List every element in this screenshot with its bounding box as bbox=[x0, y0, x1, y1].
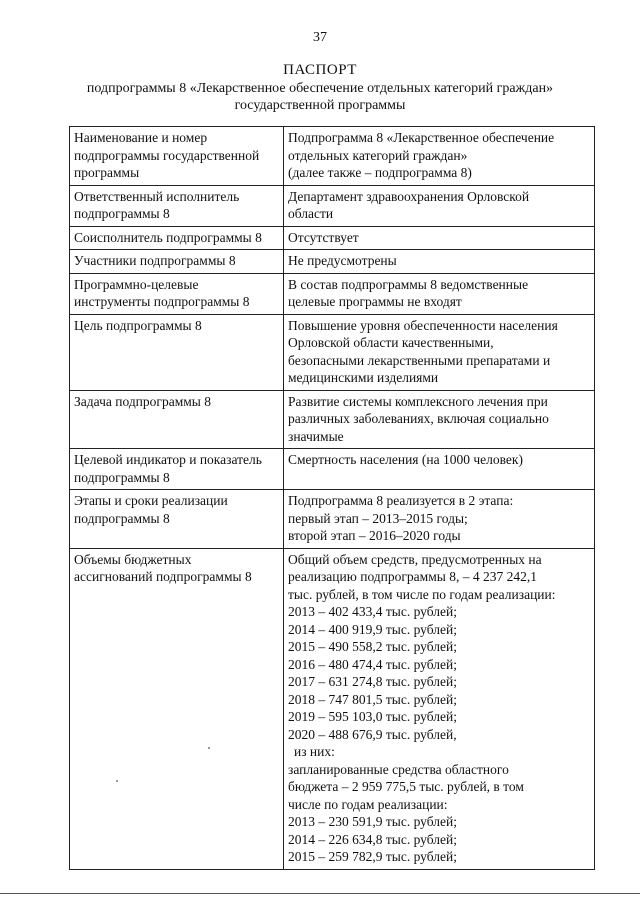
row-value-line: второй этап – 2016–2020 годы bbox=[288, 528, 461, 543]
row-value-line: Общий объем средств, предусмотренных на bbox=[288, 551, 542, 567]
row-value-line: отдельных категорий граждан» bbox=[288, 147, 468, 163]
row-label-line: подпрограммы 8 bbox=[74, 510, 170, 526]
row-label-cell bbox=[70, 390, 284, 449]
passport-row bbox=[70, 226, 595, 250]
passport-row bbox=[70, 185, 595, 226]
scan-artifact-dot bbox=[208, 747, 210, 749]
row-label-line: Задача подпрограммы 8 bbox=[74, 393, 211, 409]
row-value-line: первый этап – 2013–2015 годы; bbox=[288, 510, 468, 526]
row-value-line: из них: bbox=[294, 744, 335, 759]
row-value-line: области bbox=[288, 206, 334, 221]
row-value-line: 2014 – 400 919,9 тыс. рублей; bbox=[288, 621, 457, 637]
row-value-line: тыс. рублей, в том числе по годам реализации: bbox=[288, 586, 556, 602]
row-value-line: 2019 – 595 103,0 тыс. рублей; bbox=[288, 709, 457, 724]
row-value-line: Развитие системы комплексного лечения при bbox=[288, 393, 548, 409]
row-value-cell bbox=[284, 127, 595, 186]
document-subtitle bbox=[60, 80, 580, 114]
row-value-cell bbox=[284, 390, 595, 449]
row-value-line: целевые программы не входят bbox=[288, 294, 462, 309]
row-value-line: 2014 – 226 634,8 тыс. рублей; bbox=[288, 831, 457, 847]
row-label-cell bbox=[70, 226, 284, 250]
row-value-cell bbox=[284, 449, 595, 490]
row-label-line: подпрограммы 8 bbox=[74, 206, 170, 221]
row-value-line: различных заболеваниях, включая социально bbox=[288, 411, 549, 426]
row-label-cell bbox=[70, 449, 284, 490]
row-label-line: Программно-целевые bbox=[74, 276, 199, 292]
row-value-line: Смертность населения (на 1000 человек) bbox=[288, 452, 523, 467]
row-label-line: Цель подпрограммы 8 bbox=[74, 317, 202, 333]
row-value-line: 2013 – 402 433,4 тыс. рублей; bbox=[288, 604, 457, 619]
row-label-line: инструменты подпрограммы 8 bbox=[74, 294, 250, 309]
row-value-cell bbox=[284, 490, 595, 549]
row-label-line: Участники подпрограммы 8 bbox=[74, 253, 236, 268]
row-value-line: реализацию подпрограммы 8, – 4 237 242,1 bbox=[288, 569, 537, 584]
row-value-line: 2018 – 747 801,5 тыс. рублей; bbox=[288, 691, 457, 707]
document-title: ПАСПОРТ bbox=[283, 62, 357, 78]
row-value-line: значимые bbox=[288, 428, 344, 444]
row-value-line: 2016 – 480 474,4 тыс. рублей; bbox=[288, 656, 457, 672]
row-value-line: Повышение уровня обеспеченности населения bbox=[288, 317, 558, 333]
passport-row bbox=[70, 390, 595, 449]
passport-row bbox=[70, 127, 595, 186]
row-value-cell bbox=[284, 548, 595, 869]
row-value-cell bbox=[284, 185, 595, 226]
row-label-cell bbox=[70, 548, 284, 869]
row-value-line: 2013 – 230 591,9 тыс. рублей; bbox=[288, 814, 457, 829]
row-label-line: Наименование и номер bbox=[74, 130, 208, 145]
row-label-line: Объемы бюджетных bbox=[74, 551, 192, 567]
row-label-line: Этапы и сроки реализации bbox=[74, 493, 228, 508]
passport-row bbox=[70, 490, 595, 549]
row-value-line: безопасными лекарственными препаратами и bbox=[288, 352, 551, 368]
row-value-line: 2015 – 259 782,9 тыс. рублей; bbox=[288, 849, 457, 864]
passport-row bbox=[70, 548, 595, 869]
row-value-line: 2017 – 631 274,8 тыс. рублей; bbox=[288, 674, 457, 689]
passport-row bbox=[70, 250, 595, 274]
row-label-line: Соисполнитель подпрограммы 8 bbox=[74, 229, 262, 245]
page-number: 37 bbox=[313, 30, 327, 45]
row-label-cell bbox=[70, 250, 284, 274]
row-label-cell bbox=[70, 185, 284, 226]
row-label-line: Целевой индикатор и показатель bbox=[74, 452, 262, 467]
row-label-line: подпрограммы 8 bbox=[74, 469, 170, 485]
row-value-line: 2015 – 490 558,2 тыс. рублей; bbox=[288, 639, 457, 654]
row-value-line: запланированные средства областного bbox=[288, 761, 509, 777]
row-value-cell bbox=[284, 314, 595, 390]
passport-table bbox=[69, 126, 595, 870]
row-value-line: В состав подпрограммы 8 ведомственные bbox=[288, 276, 529, 292]
row-label-line: ассигнований подпрограммы 8 bbox=[74, 569, 252, 584]
row-value-line: (далее также – подпрограмма 8) bbox=[288, 165, 472, 180]
row-value-line: Не предусмотрены bbox=[288, 253, 397, 268]
row-value-line: бюджета – 2 959 775,5 тыс. рублей, в том bbox=[288, 779, 524, 794]
row-label-line: подпрограммы государственной bbox=[74, 147, 260, 163]
row-value-line: Департамент здравоохранения Орловской bbox=[288, 188, 530, 204]
row-value-line: медицинскими изделиями bbox=[288, 370, 439, 385]
row-value-line: 2020 – 488 676,9 тыс. рублей, bbox=[288, 726, 457, 742]
row-label-line: Ответственный исполнитель bbox=[74, 188, 240, 204]
subtitle-line: подпрограммы 8 «Лекарственное обеспечение отдельных категорий граждан» bbox=[86, 81, 554, 96]
passport-row bbox=[70, 314, 595, 390]
row-value-line: Подпрограмма 8 «Лекарственное обеспечение bbox=[288, 130, 555, 145]
row-value-line: Отсутствует bbox=[288, 229, 359, 245]
row-value-line: числе по годам реализации: bbox=[288, 796, 448, 812]
row-value-line: Подпрограмма 8 реализуется в 2 этапа: bbox=[288, 493, 514, 508]
row-value-cell bbox=[284, 250, 595, 274]
row-label-cell bbox=[70, 273, 284, 314]
row-label-line: программы bbox=[74, 165, 140, 180]
scan-edge-line bbox=[0, 893, 640, 894]
scan-artifact-dot bbox=[116, 780, 118, 782]
subtitle-line: государственной программы bbox=[234, 98, 406, 113]
row-label-cell bbox=[70, 127, 284, 186]
passport-row bbox=[70, 273, 595, 314]
row-label-cell bbox=[70, 490, 284, 549]
passport-row bbox=[70, 449, 595, 490]
row-label-cell bbox=[70, 314, 284, 390]
row-value-cell bbox=[284, 226, 595, 250]
row-value-line: Орловской области качественными, bbox=[288, 335, 494, 350]
row-value-cell bbox=[284, 273, 595, 314]
